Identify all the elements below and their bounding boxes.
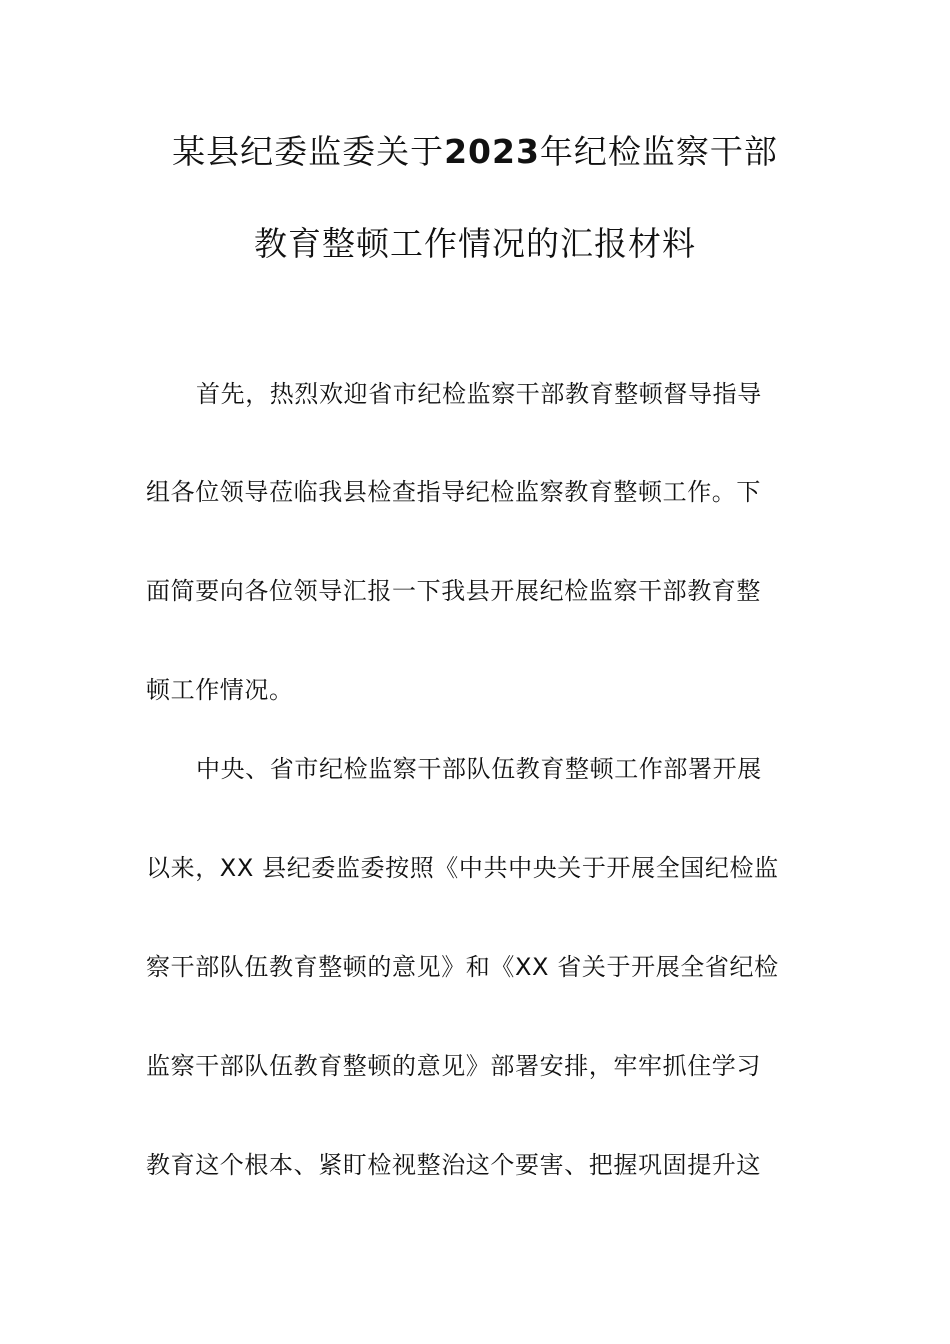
paragraph-line: 面简要向各位领导汇报一下我县开展纪检监察干部教育整	[146, 577, 761, 605]
paragraph-line: 首先，热烈欢迎省市纪检监察干部教育整顿督导指导	[196, 380, 762, 408]
document-title-line-2: 教育整顿工作情况的汇报材料	[254, 224, 696, 263]
paragraph-line: 组各位领导莅临我县检查指导纪检监察教育整顿工作。下	[146, 478, 761, 506]
paragraph-line: 中央、省市纪检监察干部队伍教育整顿工作部署开展	[196, 755, 762, 783]
title-suffix: 年纪检监察干部	[539, 132, 778, 171]
paragraph-line: 教育这个根本、紧盯检视整治这个要害、把握巩固提升这	[146, 1151, 761, 1179]
paragraph-line: 监察干部队伍教育整顿的意见》部署安排，牢牢抓住学习	[146, 1052, 761, 1080]
document-title-line-1	[0, 126, 950, 173]
paragraph-line: 顿工作情况。	[146, 676, 294, 704]
paragraph-line: 察干部队伍教育整顿的意见》和《XX 省关于开展全省纪检	[146, 953, 779, 981]
title-prefix: 某县纪委监委关于	[172, 132, 445, 171]
title-year: 2023	[444, 132, 540, 171]
paragraph-line: 以来，XX 县纪委监委按照《中共中央关于开展全国纪检监	[146, 854, 779, 882]
